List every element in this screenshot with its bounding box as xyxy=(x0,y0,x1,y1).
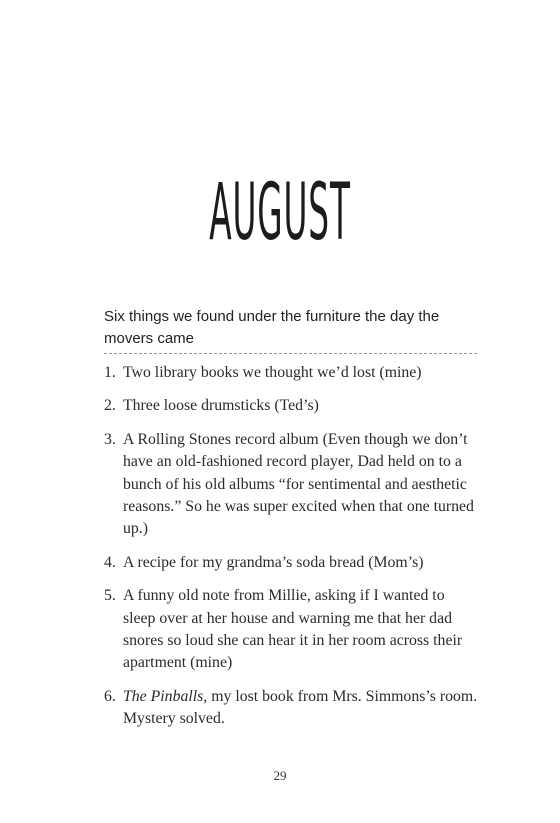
list-item xyxy=(104,585,480,675)
item-text-wrapper xyxy=(123,686,480,731)
found-items-list xyxy=(104,362,480,742)
item-text: A funny old note from Millie, asking if I wanted to sleep over at her house and warning me that her dad snores so loud she can hear it in her room across their apartment (mine) xyxy=(123,587,463,672)
item-text: Two library books we thought we’d lost (mine) xyxy=(123,364,422,381)
item-number: 3. xyxy=(104,430,116,448)
page-number: 29 xyxy=(273,768,287,783)
item-number: 1. xyxy=(104,364,116,381)
chapter-title: AUGUST xyxy=(209,168,351,258)
item-number: 6. xyxy=(104,687,116,705)
book-title: The Pinballs, xyxy=(123,687,208,705)
list-item xyxy=(104,395,480,417)
list-item xyxy=(104,686,480,731)
item-number: 4. xyxy=(104,553,116,571)
list-item xyxy=(104,362,480,384)
list-item xyxy=(104,429,480,541)
dashed-divider xyxy=(104,353,477,354)
item-text: my lost book from Mrs. Simmons’s room. Mystery solved. xyxy=(123,687,478,728)
list-heading: Six things we found under the furniture the day the movers came xyxy=(104,308,440,347)
item-text: A Rolling Stones record album (Even though we don’t have an old-fashioned record player, Dad held on to a bunch of his old albums “for sentimental and aesthetic reasons.” So he was super excited when that one turned up.) xyxy=(123,430,474,538)
item-text: A recipe for my grandma’s soda bread (Mom’s) xyxy=(123,553,424,571)
item-number: 5. xyxy=(104,587,116,605)
list-item xyxy=(104,552,480,574)
item-number: 2. xyxy=(104,397,116,415)
item-text: Three loose drumsticks (Ted’s) xyxy=(123,397,319,415)
